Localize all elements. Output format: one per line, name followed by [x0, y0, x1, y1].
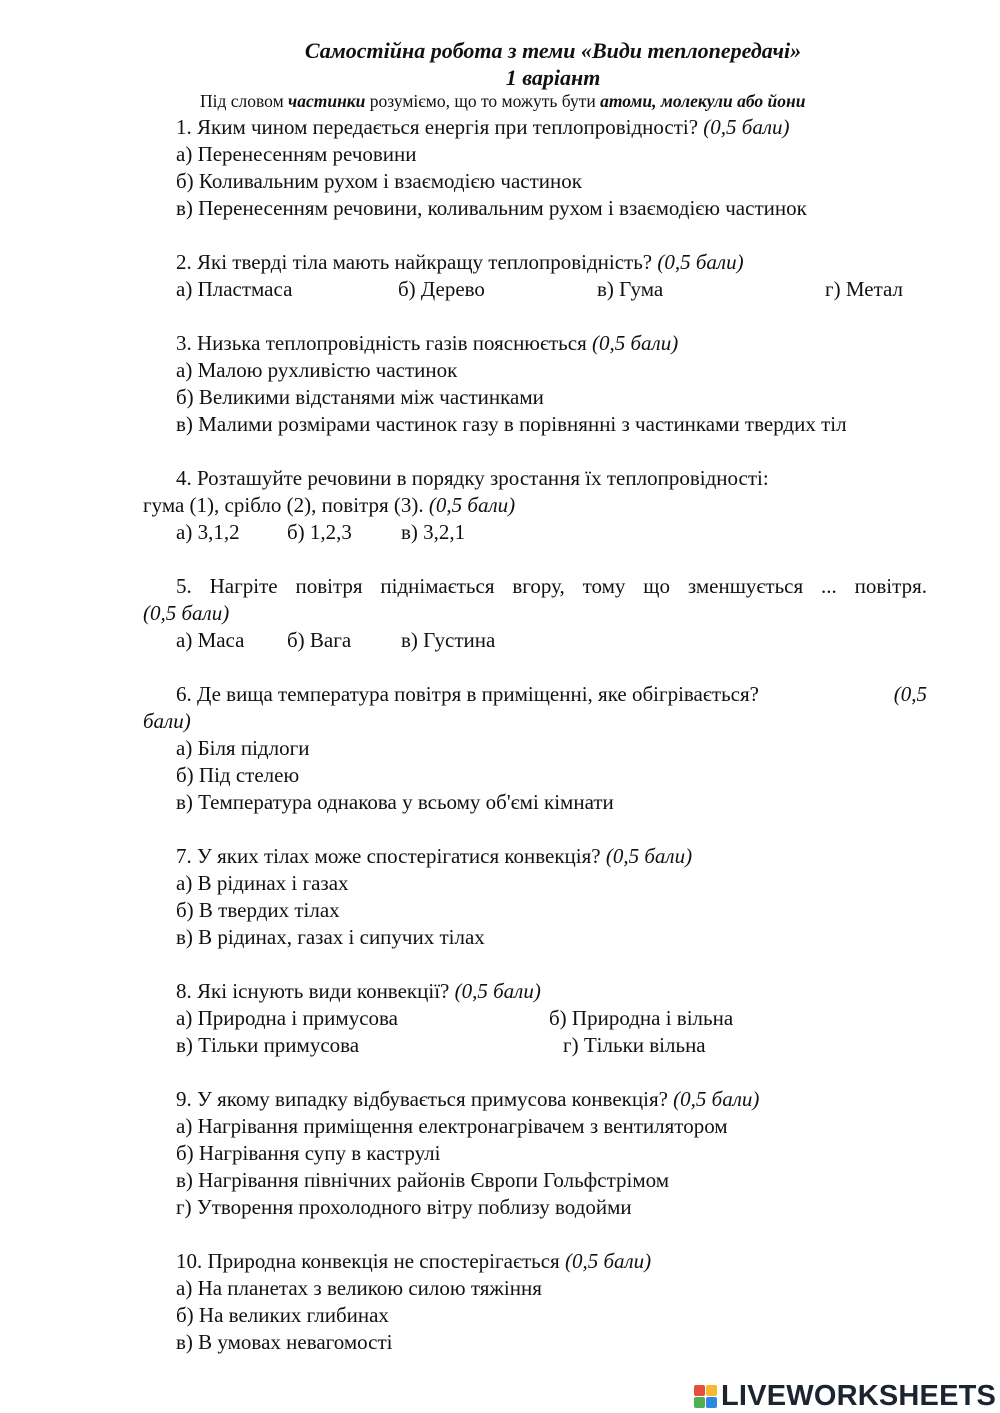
points-label: (0,5 бали)	[592, 331, 679, 355]
answer-option[interactable]: в) В умовах невагомості	[176, 1330, 393, 1354]
answer-option[interactable]: а) 3,1,2	[176, 520, 240, 544]
question-text: 6. Де вища температура повітря в приміщенні, яке обігрівається?	[176, 682, 759, 706]
answer-option[interactable]: в) Температура однакова у всьому об'ємі кімнати	[176, 790, 614, 814]
question-10	[176, 1251, 651, 1272]
question-2	[176, 252, 744, 273]
answer-option[interactable]: в) Нагрівання північних районів Європи Гольфстрімом	[176, 1168, 670, 1192]
note-examples: атоми, молекули або йони	[600, 91, 806, 111]
note-middle: розуміємо, що то можуть бути	[365, 91, 601, 111]
question-9	[176, 1089, 759, 1110]
answer-option[interactable]: б) Нагрівання супу в каструлі	[176, 1141, 441, 1165]
answer-option[interactable]: б) Дерево	[398, 277, 485, 301]
answer-option[interactable]: в) Малими розмірами частинок газу в порівнянні з частинками твердих тіл	[176, 412, 847, 436]
logo-square-yellow	[706, 1385, 717, 1396]
points-label: (0,5 бали)	[143, 601, 230, 625]
question-text: 9. У якому випадку відбувається примусова конвекція?	[176, 1087, 668, 1111]
question-text: 1. Яким чином передається енергія при теплопровідності?	[176, 115, 699, 139]
variant-label: 1 варіант	[505, 65, 601, 90]
answer-option[interactable]: б) Коливальним рухом і взаємодією частинок	[176, 169, 582, 193]
points-label: (0,5 бали)	[673, 1087, 760, 1111]
answer-option[interactable]: в) В рідинах, газах і сипучих тілах	[176, 925, 485, 949]
points-label: (0,5	[893, 682, 927, 706]
points-label: (0,5 бали)	[454, 979, 541, 1003]
question-text: 3. Низька теплопровідність газів пояснюється	[176, 331, 587, 355]
points-label-continued: бали)	[143, 709, 191, 733]
answer-option[interactable]: б) В твердих тілах	[176, 898, 340, 922]
question-text: 7. У яких тілах може спостерігатися конвекція?	[176, 844, 601, 868]
logo-square-blue	[706, 1397, 717, 1408]
question-7	[176, 846, 692, 867]
answer-option[interactable]: а) Перенесенням речовини	[176, 142, 417, 166]
note-term: частинки	[288, 91, 366, 111]
worksheet-title: Самостійна робота з теми «Види теплопередачі»	[304, 38, 802, 63]
answer-option[interactable]: а) Малою рухливістю частинок	[176, 358, 458, 382]
question-4-continued	[143, 495, 515, 516]
points-label: (0,5 бали)	[703, 115, 790, 139]
answer-option[interactable]: г) Тільки вільна	[563, 1033, 706, 1057]
answer-option[interactable]: а) Природна і примусова	[176, 1006, 398, 1030]
question-text: 2. Які тверді тіла мають найкращу теплопровідність?	[176, 250, 653, 274]
answer-option[interactable]: г) Утворення прохолодного вітру поблизу водойми	[176, 1195, 632, 1219]
answer-option[interactable]: в) Густина	[401, 628, 496, 652]
question-6	[176, 684, 927, 705]
question-text: 8. Які існують види конвекції?	[176, 979, 450, 1003]
points-label: (0,5 бали)	[605, 844, 693, 868]
question-5: 5. Нагріте повітря піднімається вгору, тому що зменшується ... повітря.	[176, 574, 927, 598]
question-4: 4. Розташуйте речовини в порядку зростання їх теплопровідності:	[176, 466, 769, 490]
logo-squares-icon	[694, 1385, 717, 1408]
question-1	[176, 117, 790, 138]
answer-option[interactable]: в) Перенесенням речовини, коливальним рухом і взаємодією частинок	[176, 196, 807, 220]
answer-option[interactable]: б) Під стелею	[176, 763, 300, 787]
answer-option[interactable]: а) Пластмаса	[176, 277, 293, 301]
answer-option[interactable]: г) Метал	[825, 277, 903, 301]
definition-note	[200, 93, 805, 111]
answer-option[interactable]: в) Тільки примусова	[176, 1033, 360, 1057]
answer-option[interactable]: а) Нагрівання приміщення електронагрівачем з вентилятором	[176, 1114, 728, 1138]
question-text: 10. Природна конвекція не спостерігається	[176, 1249, 560, 1273]
answer-option[interactable]: а) Маса	[176, 628, 245, 652]
answer-option[interactable]: в) 3,2,1	[401, 520, 466, 544]
answer-option[interactable]: а) На планетах з великою силою тяжіння	[176, 1276, 542, 1300]
points-label: (0,5 бали)	[657, 250, 744, 274]
answer-option[interactable]: а) В рідинах і газах	[176, 871, 349, 895]
points-label: (0,5 бали)	[428, 493, 516, 517]
logo-square-red	[694, 1385, 705, 1396]
answer-option[interactable]: в) Гума	[597, 277, 664, 301]
question-3	[176, 333, 678, 354]
answer-option[interactable]: б) 1,2,3	[287, 520, 352, 544]
answer-option[interactable]: б) На великих глибинах	[176, 1303, 389, 1327]
answer-option[interactable]: б) Вага	[287, 628, 352, 652]
answer-option[interactable]: б) Природна і вільна	[549, 1006, 734, 1030]
note-prefix: Під словом	[200, 91, 289, 111]
logo-square-green	[694, 1397, 705, 1408]
question-8	[176, 981, 541, 1002]
points-label: (0,5 бали)	[564, 1249, 652, 1273]
logo-text: LIVEWORKSHEETS	[721, 1380, 997, 1412]
liveworksheets-logo	[694, 1380, 996, 1413]
answer-option[interactable]: б) Великими відстанями між частинками	[176, 385, 544, 409]
answer-option[interactable]: а) Біля підлоги	[176, 736, 310, 760]
question-text: гума (1), срібло (2), повітря (3).	[143, 493, 424, 517]
